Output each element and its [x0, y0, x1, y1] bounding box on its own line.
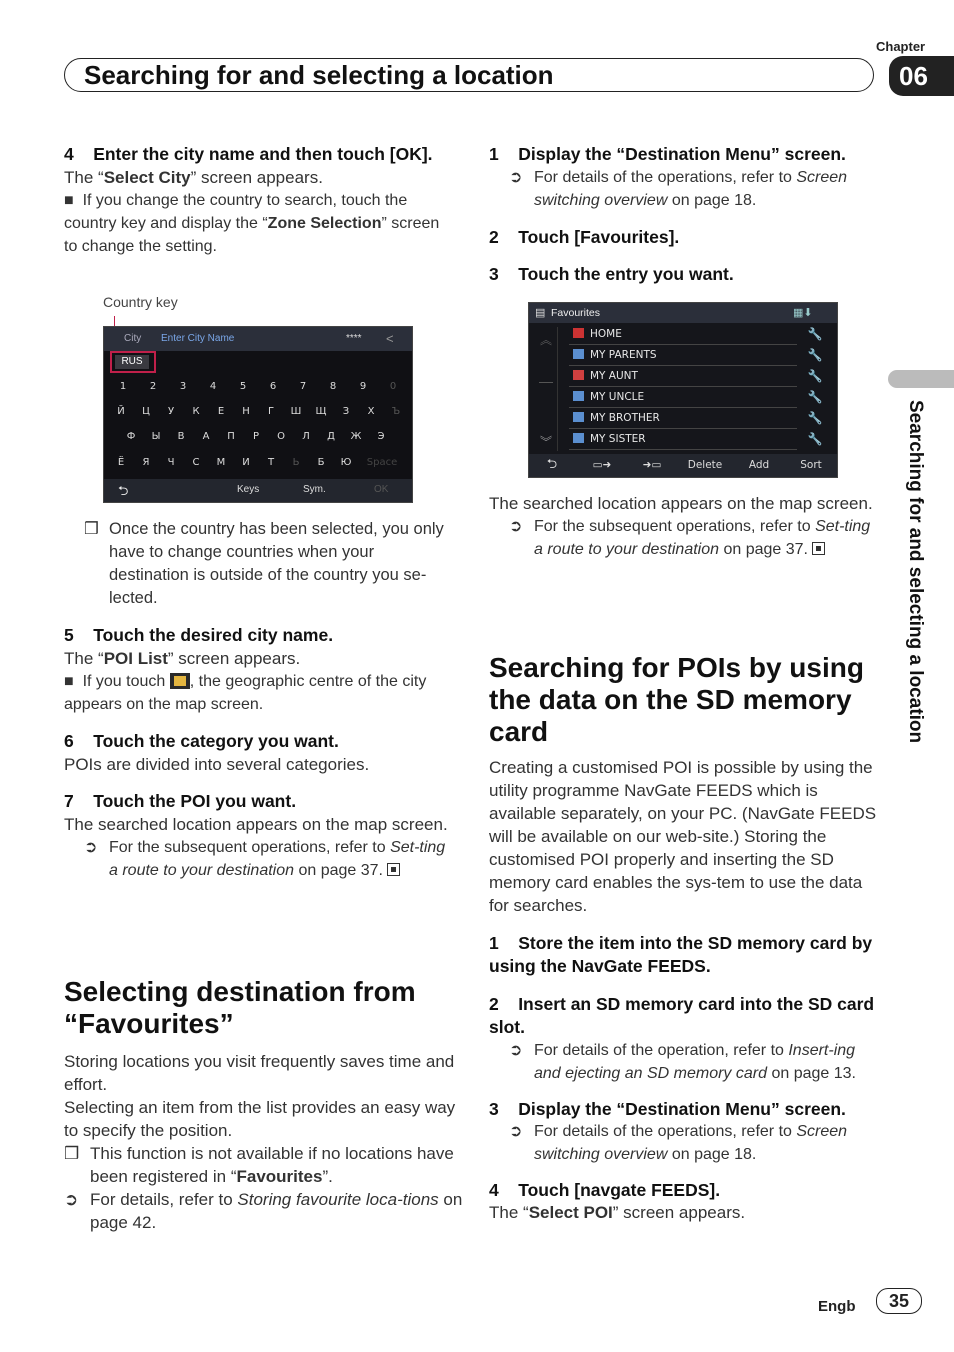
- key[interactable]: У: [167, 406, 175, 417]
- favourites-heading: Selecting destination from “Favourites”: [64, 976, 416, 1039]
- space-key[interactable]: Space: [366, 457, 398, 468]
- favourites-para-1: Storing locations you visit frequently saves time and effort.: [64, 1052, 455, 1094]
- keyboard-row-4: [104, 453, 412, 475]
- favourites-note: ❒ This function is not available if no locations have been registered in “Favourites”.: [64, 1144, 454, 1186]
- favourites-section: [64, 976, 464, 1234]
- step-4-bullet: ■ If you change the country to search, touch the country key and display the “Zone Selection” screen to change the setting.: [64, 192, 440, 255]
- favourite-item[interactable]: MY AUNT 🔧: [569, 367, 797, 387]
- key[interactable]: В: [177, 431, 185, 442]
- place-icon: [573, 433, 584, 443]
- key[interactable]: П: [227, 431, 235, 442]
- country-key[interactable]: RUS: [115, 355, 149, 369]
- key[interactable]: Д: [327, 431, 335, 442]
- poi-step-1-heading: 1 Store the item into the SD memory card by using the NavGate FEEDS.: [489, 933, 873, 976]
- step-6-text: POIs are divided into several categories.: [64, 755, 370, 774]
- key[interactable]: Я: [142, 457, 150, 468]
- keys-button[interactable]: Keys: [237, 484, 260, 495]
- key[interactable]: И: [242, 457, 250, 468]
- keyboard-row-2: [104, 402, 412, 424]
- left-steps: [64, 624, 456, 882]
- key[interactable]: 0: [389, 381, 397, 392]
- ok-button[interactable]: OK: [374, 484, 389, 495]
- poi-step-3-reference: ➲ For details of the operations, refer to Screen switching overview on page 18.: [489, 1120, 881, 1166]
- city-input-screenshot: [103, 326, 413, 503]
- folder-icon: ▤: [535, 307, 546, 319]
- key[interactable]: Й: [117, 406, 125, 417]
- key[interactable]: 3: [179, 381, 187, 392]
- side-tab-marker: [888, 370, 954, 388]
- key[interactable]: Ж: [350, 431, 362, 442]
- key[interactable]: Р: [252, 431, 260, 442]
- key[interactable]: З: [342, 406, 350, 417]
- side-tab-title: Searching for and selecting a location: [905, 400, 926, 744]
- poi-section: [489, 652, 881, 1224]
- key[interactable]: 8: [329, 381, 337, 392]
- key[interactable]: 6: [269, 381, 277, 392]
- poi-heading: Searching for POIs by using the data on the SD memory card: [489, 652, 864, 747]
- key[interactable]: Ф: [126, 431, 136, 442]
- edit-icon[interactable]: 🔧: [807, 390, 823, 404]
- favourites-reference: ➲ For details, refer to Storing favourite loca-tions on page 42.: [64, 1190, 463, 1232]
- edit-icon[interactable]: 🔧: [807, 369, 823, 383]
- key[interactable]: 1: [119, 381, 127, 392]
- edit-icon[interactable]: 🔧: [807, 432, 823, 446]
- edit-icon[interactable]: 🔧: [807, 327, 823, 341]
- arrow-icon: ➲: [64, 1190, 79, 1209]
- key[interactable]: Г: [267, 406, 275, 417]
- key[interactable]: Э: [377, 431, 385, 442]
- step-4-text: The “Select City” screen appears.: [64, 168, 323, 187]
- right-step-2-heading: 2 Touch [Favourites].: [489, 227, 680, 247]
- home-icon: [573, 328, 584, 338]
- key[interactable]: Ё: [117, 457, 125, 468]
- arrow-icon: ➲: [509, 1123, 523, 1140]
- place-icon: [573, 391, 584, 401]
- favourite-item[interactable]: MY SISTER 🔧: [569, 430, 797, 450]
- left-column: [64, 143, 456, 258]
- key[interactable]: Х: [367, 406, 375, 417]
- poi-step-2-reference: ➲ For details of the operation, refer to Insert-ing and ejecting an SD memory card on page 13.: [489, 1039, 881, 1085]
- key[interactable]: Ъ: [391, 406, 401, 417]
- key[interactable]: Н: [242, 406, 250, 417]
- key[interactable]: 9: [359, 381, 367, 392]
- key[interactable]: Б: [317, 457, 325, 468]
- place-icon: [573, 412, 584, 422]
- sort-button[interactable]: Sort: [800, 459, 822, 471]
- edit-icon[interactable]: 🔧: [807, 411, 823, 425]
- delete-button[interactable]: Delete: [687, 459, 723, 471]
- favourite-item[interactable]: HOME 🔧: [569, 325, 797, 345]
- favourites-para-2: Selecting an item from the list provides an easy way to specify the position.: [64, 1098, 456, 1140]
- footer-language: Engb: [818, 1298, 856, 1315]
- key[interactable]: Е: [217, 406, 225, 417]
- scroll-down-icon[interactable]: ︾: [539, 435, 552, 449]
- step-7-text: The searched location appears on the map screen.: [64, 815, 448, 834]
- right-column-mid: [489, 492, 879, 561]
- edit-icon[interactable]: 🔧: [807, 348, 823, 362]
- key[interactable]: 4: [209, 381, 217, 392]
- country-key-callout: Country key: [103, 294, 178, 310]
- poi-paragraph: Creating a customised POI is possible by using the utility programme NavGate FEEDS which is available separately, on your PC. (NavGate FEEDS will be available on our web-site.) Storing the customised POI properly and inserting the SD memory card enables the sys-tem to use the data for searches.: [489, 758, 877, 915]
- key[interactable]: Ю: [340, 457, 352, 468]
- receive-icon[interactable]: ➜▭: [642, 459, 662, 471]
- key[interactable]: 7: [299, 381, 307, 392]
- page-title: Searching for and selecting a location: [84, 60, 554, 90]
- right-step-1-reference: ➲ For details of the operations, refer to Screen switching overview on page 18.: [489, 166, 879, 212]
- place-icon: [573, 370, 584, 380]
- key[interactable]: К: [192, 406, 200, 417]
- step-5-text: The “POI List” screen appears.: [64, 649, 301, 668]
- arrow-icon: ➲: [509, 1042, 523, 1059]
- right-step-1-heading: 1 Display the “Destination Menu” screen.: [489, 144, 846, 164]
- key[interactable]: О: [277, 431, 285, 442]
- city-label: City: [124, 333, 142, 344]
- backspace-button[interactable]: <: [386, 331, 394, 346]
- sort-order-icon[interactable]: ▦⬇: [793, 307, 813, 319]
- key[interactable]: А: [202, 431, 210, 442]
- step-6-heading: 6 Touch the category you want.: [64, 731, 339, 751]
- end-mark-icon: [387, 863, 400, 876]
- key[interactable]: Щ: [315, 406, 327, 417]
- city-input[interactable]: Enter City Name: [161, 333, 235, 344]
- right-step-3-heading: 3 Touch the entry you want.: [489, 264, 734, 284]
- subsequent-reference: ➲ For the subsequent operations, refer to Set-ting a route to your destination on page 37.: [489, 515, 879, 561]
- scroll-up-icon[interactable]: ︽: [539, 333, 552, 347]
- key[interactable]: Ч: [167, 457, 175, 468]
- keyboard-row-1: [104, 377, 412, 399]
- key[interactable]: Ш: [290, 406, 302, 417]
- favourites-title: Favourites: [551, 307, 601, 319]
- right-column-top: [489, 143, 879, 286]
- key[interactable]: М: [216, 457, 226, 468]
- poi-step-4-heading: 4 Touch [navgate FEEDS].: [489, 1180, 721, 1200]
- map-icon: [170, 673, 190, 689]
- poi-step-4-text: The “Select POI” screen appears.: [489, 1203, 746, 1222]
- favourites-toolbar: [529, 454, 837, 477]
- favourite-item[interactable]: MY PARENTS 🔧: [569, 346, 797, 366]
- sym-button[interactable]: Sym.: [303, 484, 326, 495]
- favourites-screenshot: [528, 302, 838, 478]
- key[interactable]: 2: [149, 381, 157, 392]
- back-icon[interactable]: ⮌: [546, 457, 558, 472]
- arrow-icon: ➲: [509, 518, 523, 535]
- favourite-item[interactable]: MY BROTHER 🔧: [569, 409, 797, 429]
- key[interactable]: Ь: [292, 457, 300, 468]
- key[interactable]: С: [192, 457, 200, 468]
- key[interactable]: Л: [302, 431, 310, 442]
- step-7-reference: ➲ For the subsequent operations, refer to Set-ting a route to your destination on page 37.: [64, 836, 456, 882]
- poi-step-2-heading: 2 Insert an SD memory card into the SD card slot.: [489, 994, 875, 1037]
- page-number: 35: [876, 1288, 922, 1314]
- step-5-heading: 5 Touch the desired city name.: [64, 625, 334, 645]
- send-icon[interactable]: ▭➜: [592, 459, 612, 471]
- step-4-heading: 4 Enter the city name and then touch [OK].: [64, 144, 433, 164]
- key[interactable]: Ц: [142, 406, 150, 417]
- arrow-icon: ➲: [84, 839, 98, 856]
- arrow-icon: ➲: [509, 169, 523, 186]
- favourite-item[interactable]: MY UNCLE 🔧: [569, 388, 797, 408]
- step-7-heading: 7 Touch the POI you want.: [64, 791, 297, 811]
- chapter-number: 06: [889, 56, 954, 96]
- key[interactable]: Ы: [151, 431, 161, 442]
- searched-location-text: The searched location appears on the map screen.: [489, 494, 873, 513]
- end-mark-icon: [812, 542, 825, 555]
- back-icon[interactable]: ⮌: [118, 483, 129, 498]
- keyboard-row-3: [104, 427, 412, 449]
- step-5-bullet: ■ If you touch , the geographic centre of the city appears on the map screen.: [64, 673, 427, 713]
- poi-step-3-heading: 3 Display the “Destination Menu” screen.: [489, 1099, 846, 1119]
- scrollbar[interactable]: [535, 327, 558, 451]
- chapter-label: Chapter: [876, 39, 926, 54]
- key[interactable]: Т: [267, 457, 275, 468]
- add-button[interactable]: Add: [748, 459, 770, 471]
- city-stars: ****: [346, 333, 362, 344]
- place-icon: [573, 349, 584, 359]
- key[interactable]: 5: [239, 381, 247, 392]
- country-note: ❒ Once the country has been selected, you only have to change countries when your destination is outside of the country you se-lected.: [84, 520, 444, 607]
- keyboard-footer: [104, 479, 412, 502]
